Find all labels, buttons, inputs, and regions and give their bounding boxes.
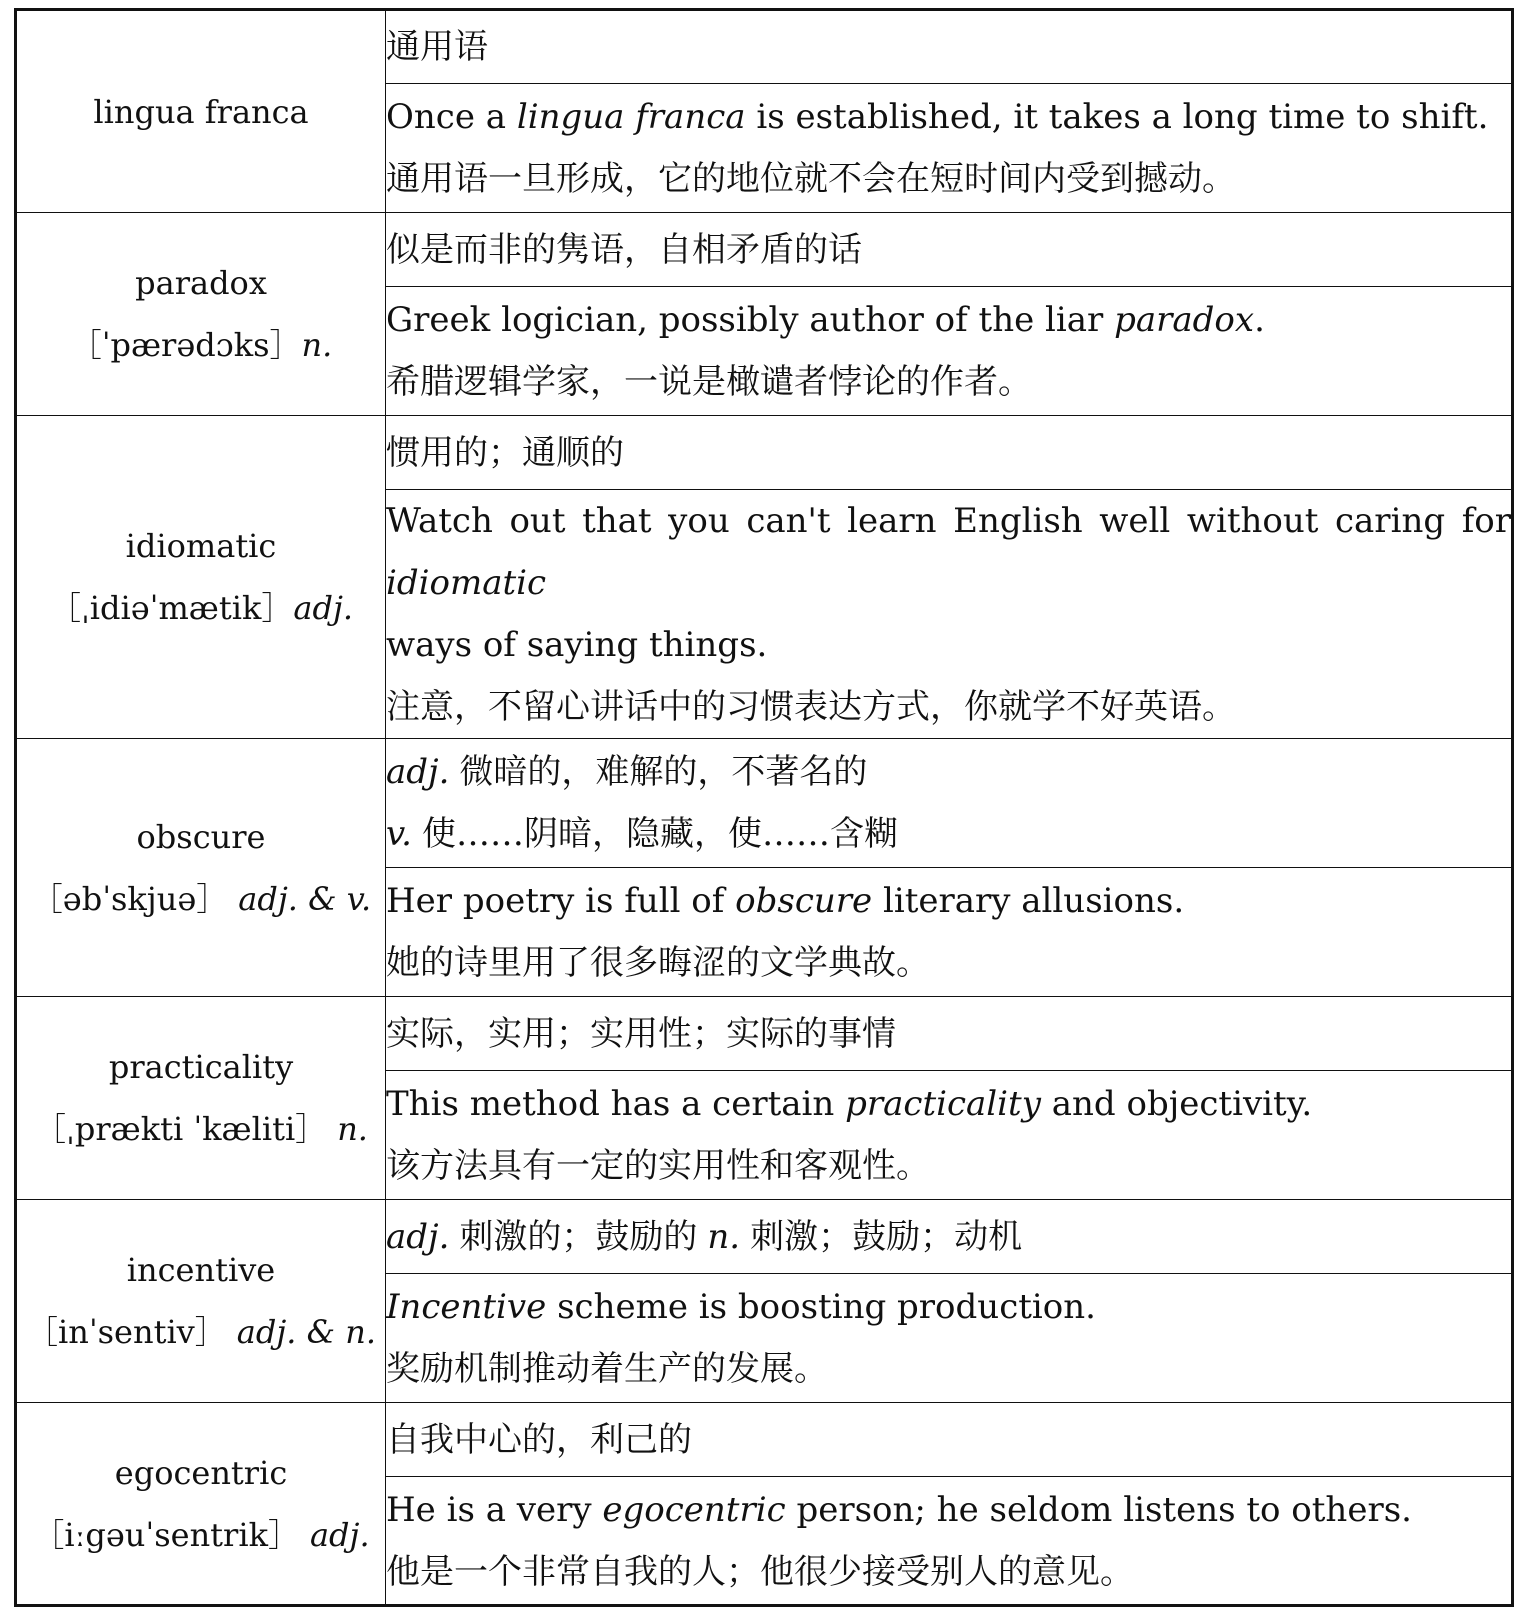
headword: egocentric [114, 1453, 288, 1492]
headword-cell [16, 1403, 386, 1606]
example-english: Her poetry is full of obscure literary allusions. [386, 881, 1185, 921]
example-english: He is a very egocentric person; he seldom listens to others. [386, 1489, 1412, 1530]
definition: 通用语 [386, 27, 488, 67]
headword: idiomatic [125, 527, 277, 565]
example-chinese: 他是一个非常自我的人；他很少接受别人的意见。 [386, 1551, 1134, 1592]
definition: 实际，实用；实用性；实际的事情 [386, 1013, 896, 1054]
example-chinese: 她的诗里用了很多晦涩的文学典故。 [386, 943, 930, 983]
example-cell [386, 1071, 1513, 1200]
definition-adj: adj. 微暗的，难解的，不著名的 [386, 752, 868, 792]
definition: 惯用的；通顺的 [386, 432, 624, 473]
headword-cell [16, 1200, 386, 1403]
headword-cell [16, 10, 386, 213]
example-cell [386, 868, 1513, 997]
headword: obscure [136, 817, 266, 856]
headword: incentive [126, 1251, 276, 1289]
example-chinese: 希腊逻辑学家，一说是橄谴者悖论的作者。 [386, 362, 1032, 402]
example-cell [386, 287, 1513, 416]
definition-cell [386, 1200, 1513, 1274]
definition-cell [386, 10, 1513, 84]
definition-cell [386, 997, 1513, 1071]
example-chinese: 奖励机制推动着生产的发展。 [386, 1349, 828, 1389]
example-english-cont: ways of saying things. [386, 625, 768, 665]
vocabulary-table [14, 8, 1514, 1607]
definition-cell [386, 1403, 1513, 1477]
example-cell [386, 1477, 1513, 1606]
phonetic: ［ˈpærədɔks］n. [69, 326, 333, 364]
example-chinese: 注意，不留心讲话中的习惯表达方式，你就学不好英语。 [386, 687, 1236, 727]
definition: adj. 刺激的；鼓励的 n. 刺激；鼓励；动机 [386, 1216, 1023, 1257]
entry-row [16, 213, 1513, 287]
phonetic: ［ˌprækti ˈkæliti］ n. [34, 1110, 368, 1148]
example-cell [386, 1274, 1513, 1403]
entry-row [16, 416, 1513, 490]
phonetic: ［inˈsentiv］ adj. & n. [25, 1313, 377, 1351]
headword-cell [16, 997, 386, 1200]
headword: practicality [108, 1048, 294, 1086]
headword-cell [16, 739, 386, 997]
headword: paradox [135, 264, 267, 302]
definition-verb: v. 使……阴暗，隐藏，使……含糊 [386, 814, 898, 854]
definition: 自我中心的，利己的 [386, 1419, 692, 1460]
example-chinese: 通用语一旦形成，它的地位就不会在短时间内受到撼动。 [386, 159, 1236, 199]
example-english: Watch out that you can't learn English well without caring for idiomatic [386, 501, 1511, 603]
phonetic: ［iːgəuˈsentrik］ adj. [32, 1515, 370, 1554]
definition-cell [386, 416, 1513, 490]
example-english: Incentive scheme is boosting production. [386, 1287, 1096, 1327]
example-cell [386, 490, 1513, 739]
example-english: This method has a certain practicality and objectivity. [386, 1084, 1313, 1124]
example-english: Once a lingua franca is established, it takes a long time to shift. [386, 97, 1489, 137]
headword: lingua franca [93, 92, 309, 131]
headword-cell [16, 416, 386, 739]
phonetic: ［ˌidiəˈmætik］adj. [48, 589, 354, 627]
definition-cell [386, 739, 1513, 868]
phonetic: ［əbˈskjuə］ adj. & v. [30, 879, 372, 918]
example-english: Greek logician, possibly author of the liar paradox. [386, 300, 1265, 340]
headword-cell [16, 213, 386, 416]
entry-row [16, 1200, 1513, 1274]
definition-cell [386, 213, 1513, 287]
entry-row [16, 10, 1513, 84]
entry-row [16, 997, 1513, 1071]
entry-row [16, 739, 1513, 868]
example-chinese: 该方法具有一定的实用性和客观性。 [386, 1146, 930, 1186]
entry-row [16, 1403, 1513, 1477]
example-cell [386, 84, 1513, 213]
definition: 似是而非的隽语，自相矛盾的话 [386, 229, 862, 270]
